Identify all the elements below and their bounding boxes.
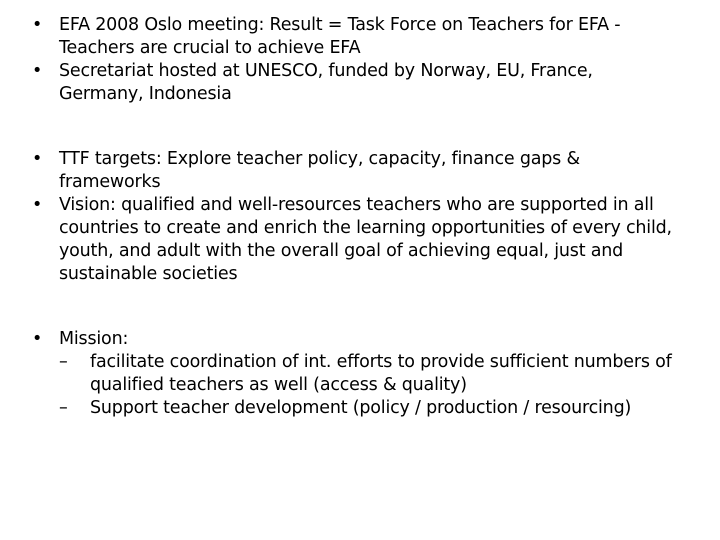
bullet-text: EFA 2008 Oslo meeting: Result = Task Force on Teachers for EFA - Teachers are crucial to achieve EFA (59, 15, 621, 58)
bullet-dot-icon: • (32, 329, 43, 349)
bullet-dot-icon: • (32, 149, 43, 169)
sub-bullet-item (32, 351, 682, 397)
sub-bullet-text: Support teacher development (policy / production / resourcing) (90, 398, 632, 418)
bullet-text: TTF targets: Explore teacher policy, capacity, finance gaps & frameworks (59, 149, 580, 192)
bullet-item (32, 14, 682, 60)
sub-bullet-text: facilitate coordination of int. efforts to provide sufficient numbers of qualified teachers as well (access & quality) (90, 352, 672, 395)
bullet-item (32, 328, 682, 351)
bullet-text: Secretariat hosted at UNESCO, funded by Norway, EU, France, Germany, Indonesia (59, 61, 593, 104)
bullet-item (32, 60, 682, 106)
dash-icon: – (59, 352, 68, 372)
bullet-dot-icon: • (32, 15, 43, 35)
bullet-dot-icon: • (32, 61, 43, 81)
bullet-text: Mission: (59, 329, 129, 349)
bullet-group-mission (32, 328, 682, 420)
bullet-text: Vision: qualified and well-resources teachers who are supported in all countries to create and enrich the learning opportunities of every child, youth, and adult with the overall goal of achieving equal, just and sustainable societies (59, 195, 672, 284)
bullet-dot-icon: • (32, 195, 43, 215)
bullet-group-targets (32, 148, 682, 286)
sub-bullet-item (32, 397, 682, 420)
dash-icon: – (59, 398, 68, 418)
bullet-item (32, 194, 682, 286)
bullet-item (32, 148, 682, 194)
bullet-group-oslo (32, 14, 682, 106)
